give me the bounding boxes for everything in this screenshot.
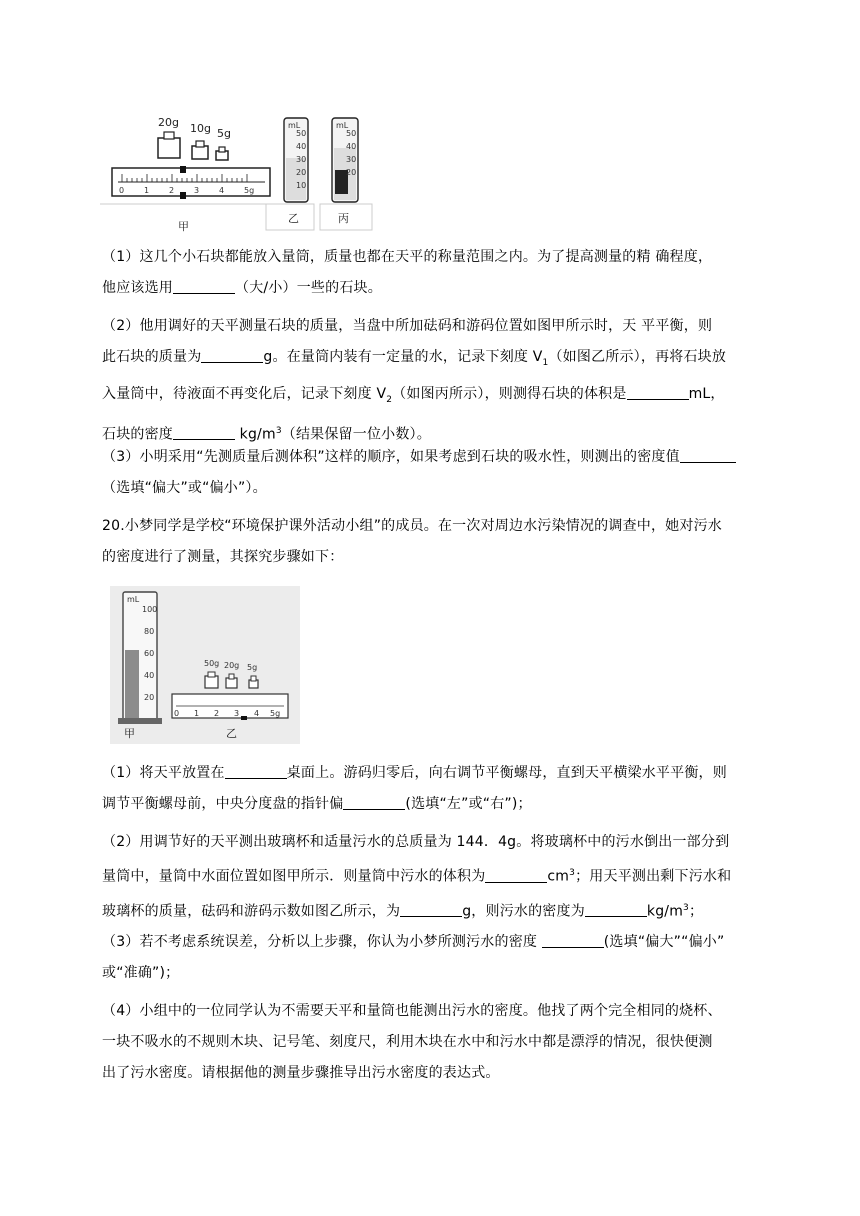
answer-blank[interactable] [627, 385, 689, 400]
scale2-tick-5: 5g [270, 709, 281, 718]
q19-part3-text-a: （3）小明采用“先测质量后测体积”这样的顺序，如果考虑到石块的吸水性，则测出的密度值 [102, 449, 680, 465]
scale2-tick-3: 3 [234, 709, 240, 718]
q20-step1-text-b: 桌面上。游码归零后，向右调节平衡螺母，直到天平横梁水平平衡，则 [286, 765, 727, 781]
q20-step2-text-e: g，则污水的密度为 [462, 903, 585, 920]
q20-step1 [102, 758, 758, 820]
cylinder-bing-tick-50: 50 [346, 129, 357, 138]
figure-label-jia: 甲 [178, 220, 189, 233]
superscript-3: 3 [275, 425, 282, 436]
q20-step2-line1: （2）用调节好的天平测出玻璃杯和适量污水的总质量为 144．4g。将玻璃杯中的污水倒出一部分到 [102, 834, 730, 850]
scale2-tick-4: 4 [254, 709, 260, 718]
weight-20g-label-2: 20g [224, 661, 240, 670]
scale-tick-2: 2 [169, 186, 175, 195]
q20-step2-text-a: 量筒中，量筒中水面位置如图甲所示．则量筒中污水的体积为 [102, 868, 486, 885]
answer-blank[interactable] [680, 448, 736, 463]
q20-step2-text-g: ； [688, 903, 704, 920]
answer-blank[interactable] [400, 902, 462, 917]
q20-step4 [102, 996, 758, 1089]
cylinder-bing-tick-30: 30 [346, 155, 357, 164]
figure-label-yi: 乙 [288, 212, 299, 225]
cylinder-yi-tick-10: 10 [296, 181, 307, 190]
q19-part2-text-b: g。在量筒内装有一定量的水，记录下刻度 V [263, 349, 543, 365]
q20-step2-text-c: ；用天平测出剩下污水和 [575, 868, 732, 885]
q19-part1 [102, 242, 758, 304]
scale2-tick-2: 2 [214, 709, 220, 718]
cylinder-jia-tick-40: 40 [144, 671, 155, 680]
weight-5g-label: 5g [217, 127, 231, 140]
q20-step1-text-a: （1）将天平放置在 [102, 765, 225, 781]
figure2-label-yi: 乙 [226, 727, 237, 740]
cylinder-jia-tick-80: 80 [144, 627, 155, 636]
q20-step3 [102, 927, 758, 989]
weight-20g [158, 116, 180, 158]
q20-step4-line2: 一块不吸水的不规则木块、记号笔、刻度尺，利用木块在水中和污水中都是漂浮的情况，很快便测 [102, 1034, 713, 1050]
cylinder-yi-tick-50: 50 [296, 129, 307, 138]
q20-step1-text-d: (选填“左”或“右”)； [405, 796, 532, 812]
scale2-tick-0: 0 [174, 709, 180, 718]
answer-blank[interactable] [201, 348, 263, 363]
cylinder-jia-tick-60: 60 [144, 649, 155, 658]
answer-blank[interactable] [585, 902, 647, 917]
q19-part1-line1: （1）这几个小石块都能放入量筒，质量也都在天平的称量范围之内。为了提高测量的精 确程度， [102, 249, 713, 265]
q20-step3-text-c: 或“准确”)； [102, 965, 180, 981]
q19-part2-text-h: kg/m [235, 426, 276, 443]
superscript-3: 3 [569, 868, 576, 878]
rider-top [180, 166, 186, 173]
answer-blank[interactable] [542, 933, 604, 948]
q19-part2-text-e: （如图丙所示），则测得石块的体积是 [392, 385, 627, 402]
q20-step4-line3: 出了污水密度。请根据他的测量步骤推导出污水密度的表达式。 [102, 1065, 500, 1081]
q20-step3-text-b: (选填“偏大”“偏小” [603, 934, 725, 950]
rider-2 [241, 716, 247, 720]
figure-balance-and-cylinders [100, 112, 380, 234]
cylinder-bing-unit: mL [336, 121, 349, 130]
cylinder-bing-tick-40: 40 [346, 142, 357, 151]
cylinder-bing-tick-20: 20 [346, 168, 357, 177]
cylinder-yi-tick-40: 40 [296, 142, 307, 151]
cylinder-jia [118, 592, 162, 740]
scale2-tick-1: 1 [194, 709, 200, 718]
q19-part2-text-g: 石块的密度 [102, 426, 173, 443]
q19-part3 [102, 442, 758, 504]
q20-step3-text-a: （3）若不考虑系统误差，分析以上步骤，你认为小梦所测污水的密度 [102, 934, 542, 950]
answer-blank[interactable] [343, 795, 405, 810]
cylinder-yi-unit: mL [288, 121, 301, 130]
scale-tick-1: 1 [144, 186, 150, 195]
q19-part1-text-b: （大/小）一些的石块。 [235, 280, 382, 296]
q20-step1-text-c: 调节平衡螺母前，中央分度盘的指针偏 [102, 796, 344, 812]
scale-tick-5: 5g [244, 186, 255, 195]
cylinder-yi [266, 118, 314, 230]
q20-step2-text-d: 玻璃杯的质量，砝码和游码示数如图乙所示，为 [102, 903, 401, 920]
q19-part2 [102, 311, 758, 450]
q19-part2-text-d: 入量筒中，待液面不再变化后，记录下刻度 V [102, 385, 387, 402]
q19-part2-text-a: 此石块的质量为 [102, 349, 202, 365]
weight-10g-label: 10g [190, 122, 211, 135]
q19-part1-text-a: 他应该选用 [102, 280, 173, 296]
figure-label-bing: 丙 [338, 212, 349, 225]
q19-part2-text-c: （如图乙所示），再将石块放 [548, 349, 727, 365]
q20-intro-line2: 的密度进行了测量，其探究步骤如下： [102, 549, 344, 565]
cylinder-yi-tick-30: 30 [296, 155, 307, 164]
weight-5g [216, 127, 231, 160]
subscript-2: 2 [386, 394, 393, 405]
weight-5g-label-2: 5g [247, 663, 258, 672]
q19-part3-text-b: （选填“偏大”或“偏小”）。 [102, 480, 267, 496]
figure2-label-jia: 甲 [124, 727, 135, 740]
q20-step2-text-f: kg/m [646, 903, 684, 920]
weight-10g [190, 122, 211, 159]
weight-50g-label: 50g [204, 659, 220, 668]
q20-step4-line1: （4）小组中的一位同学认为不需要天平和量筒也能测出污水的密度。他找了两个完全相同的烧杯、 [102, 1003, 722, 1019]
q20-step2-text-b: cm [547, 868, 570, 885]
cylinder-jia-tick-20: 20 [144, 693, 155, 702]
q20-intro [102, 511, 758, 573]
scale-tick-3: 3 [194, 186, 200, 195]
q19-part2-text-i: （结果保留一位小数）。 [281, 426, 431, 443]
figure-cylinder-and-balance [110, 586, 300, 744]
answer-blank[interactable] [225, 764, 287, 779]
subscript-1: 1 [542, 357, 549, 368]
cylinder-yi-tick-20: 20 [296, 168, 307, 177]
cylinder-jia-unit: mL [127, 595, 140, 604]
answer-blank[interactable] [173, 279, 235, 294]
weight-20g-label: 20g [158, 116, 179, 129]
q19-part2-text-f: mL， [688, 385, 725, 402]
q20-intro-line1: 20.小梦同学是学校“环境保护课外活动小组”的成员。在一次对周边水污染情况的调查中，她对污水 [102, 518, 722, 534]
q19-part2-line1: （2）他用调好的天平测量石块的质量，当盘中所加砝码和游码位置如图甲所示时，天 平平衡，则 [102, 318, 713, 334]
cylinder-bing [320, 118, 372, 230]
rider-bottom [180, 192, 186, 199]
balance-beam-scale-2 [172, 694, 288, 720]
cylinder-jia-tick-100: 100 [142, 605, 158, 614]
q20-step2 [102, 827, 758, 927]
superscript-3b: 3 [683, 902, 689, 913]
scale-tick-0: 0 [119, 186, 125, 195]
scale-tick-4: 4 [219, 186, 225, 195]
balance-beam-scale [112, 166, 270, 199]
answer-blank[interactable] [173, 425, 235, 440]
answer-blank[interactable] [485, 868, 547, 883]
